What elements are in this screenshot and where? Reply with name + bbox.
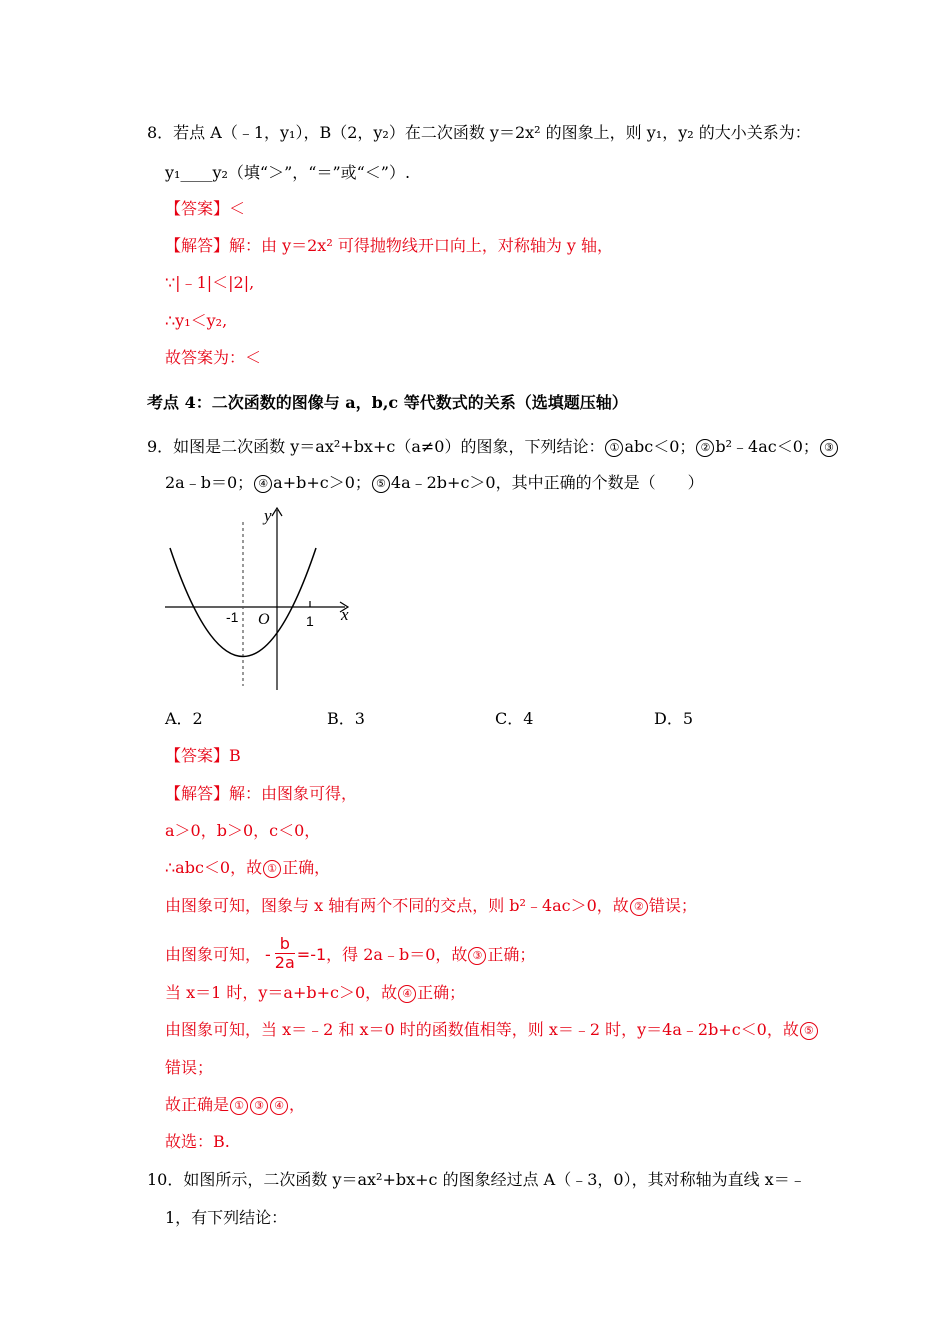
circled-4: ④ (254, 475, 272, 493)
q9-analysis-text: 正确， (282, 858, 331, 877)
q8-analysis-line2: ∵|﹣1|＜|2|, (165, 273, 255, 292)
q9-analysis-line8: 错误； (165, 1058, 214, 1077)
circled-1: ① (263, 860, 281, 878)
circled-4: ④ (398, 985, 416, 1003)
fraction-denominator: 2a (274, 953, 295, 972)
fraction-b-over-2a (275, 935, 295, 972)
q9-stem-line2 (165, 473, 704, 493)
q8-analysis-line1: 【解答】解：由 y＝2x² 可得抛物线开口向上，对称轴为 y 轴， (165, 236, 614, 255)
q10-stem-line1: 10．如图所示，二次函数 y＝ax²+bx+c 的图象经过点 A（﹣3，0），其对称轴为直线 x＝﹣ (147, 1170, 806, 1189)
circled-5: ⑤ (800, 1022, 818, 1040)
q9-stem-line1 (147, 437, 839, 457)
q9-analysis-line1: 【解答】解：由图象可得， (165, 784, 358, 803)
q9-analysis-line2: a＞0，b＞0，c＜0， (165, 821, 321, 840)
fraction-numerator: b (279, 934, 290, 953)
circled-5: ⑤ (372, 475, 390, 493)
q9-analysis-line10: 故选：B. (165, 1132, 230, 1151)
q9-answer: 【答案】B (165, 746, 241, 765)
q8-answer: 【答案】＜ (165, 199, 246, 218)
q9-analysis-text: ，得 2a﹣b＝0，故 (326, 945, 468, 964)
parabola-graph (160, 500, 360, 695)
x-axis-label: x (341, 605, 349, 624)
q9-option-b[interactable]: B．3 (327, 709, 365, 728)
minus-sign: - (265, 945, 271, 964)
q9-analysis-text: ， (289, 1095, 306, 1114)
q9-analysis-line9 (165, 1095, 305, 1115)
q9-analysis-line4 (165, 896, 697, 916)
circled-1: ① (605, 439, 623, 457)
circled-2: ② (630, 898, 648, 916)
fraction-equals: =-1 (296, 945, 327, 964)
q9-conclusion-2: b²﹣4ac＜0； (715, 437, 819, 456)
q9-conclusion-3: 2a﹣b＝0； (165, 473, 254, 492)
q9-analysis-text: 正确； (487, 945, 536, 964)
q9-analysis-text: 正确； (417, 983, 466, 1002)
q9-option-d[interactable]: D．5 (654, 709, 694, 728)
tick-label-neg1: -1 (226, 609, 239, 625)
circled-3: ③ (250, 1097, 268, 1115)
q9-conclusion-5: 4a﹣2b+c＞0，其中正确的个数是（ ） (390, 473, 704, 492)
q8-stem-line2: y₁____y₂（填“＞”，“＝”或“＜”）. (165, 163, 411, 182)
q8-analysis-line4: 故答案为：＜ (165, 348, 262, 367)
q9-analysis-line5 (165, 935, 535, 975)
q10-stem-line2: 1，有下列结论： (165, 1208, 288, 1227)
tick-label-1: 1 (306, 613, 314, 629)
q8-analysis-line3: ∴y₁＜y₂, (165, 311, 228, 330)
q9-conclusion-4: a+b+c＞0； (273, 473, 371, 492)
circled-3: ③ (820, 439, 838, 457)
circled-1: ① (230, 1097, 248, 1115)
circled-3: ③ (468, 947, 486, 965)
q9-stem-part: 9．如图是二次函数 y＝ax²+bx+c（a≠0）的图象，下列结论： (147, 437, 605, 456)
q9-analysis-text: 由图象可知，当 x＝﹣2 和 x＝0 时的函数值相等，则 x＝﹣2 时，y＝4a﹣2b+c＜0，故 (165, 1020, 799, 1039)
q9-analysis-text: 错误； (648, 896, 697, 915)
circled-4: ④ (270, 1097, 288, 1115)
q9-analysis-line3 (165, 858, 330, 878)
q8-stem-line1: 8．若点 A（﹣1，y₁），B（2，y₂）在二次函数 y＝2x² 的图象上，则 y₁，y₂ 的大小关系为： (147, 123, 811, 142)
q9-analysis-text: 由图象可知，图象与 x 轴有两个不同的交点，则 b²﹣4ac＞0，故 (165, 896, 629, 915)
q9-analysis-line7 (165, 1020, 819, 1040)
q9-analysis-text: 故正确是 (165, 1095, 230, 1114)
origin-label: O (258, 611, 270, 628)
q9-analysis-text: ∴abc＜0，故 (165, 858, 263, 877)
q9-conclusion-1: abc＜0； (624, 437, 696, 456)
q9-analysis-text: 由图象可知， (165, 945, 262, 964)
q9-option-a[interactable]: A．2 (165, 709, 203, 728)
q9-analysis-text: 当 x＝1 时，y＝a+b+c＞0，故 (165, 983, 398, 1002)
q9-option-c[interactable]: C．4 (495, 709, 534, 728)
circled-2: ② (696, 439, 714, 457)
q9-analysis-line6 (165, 983, 465, 1003)
section-title: 考点 4：二次函数的图像与 a，b,c 等代数式的关系（选填题压轴） (147, 393, 628, 412)
y-axis-label: y (264, 506, 272, 525)
